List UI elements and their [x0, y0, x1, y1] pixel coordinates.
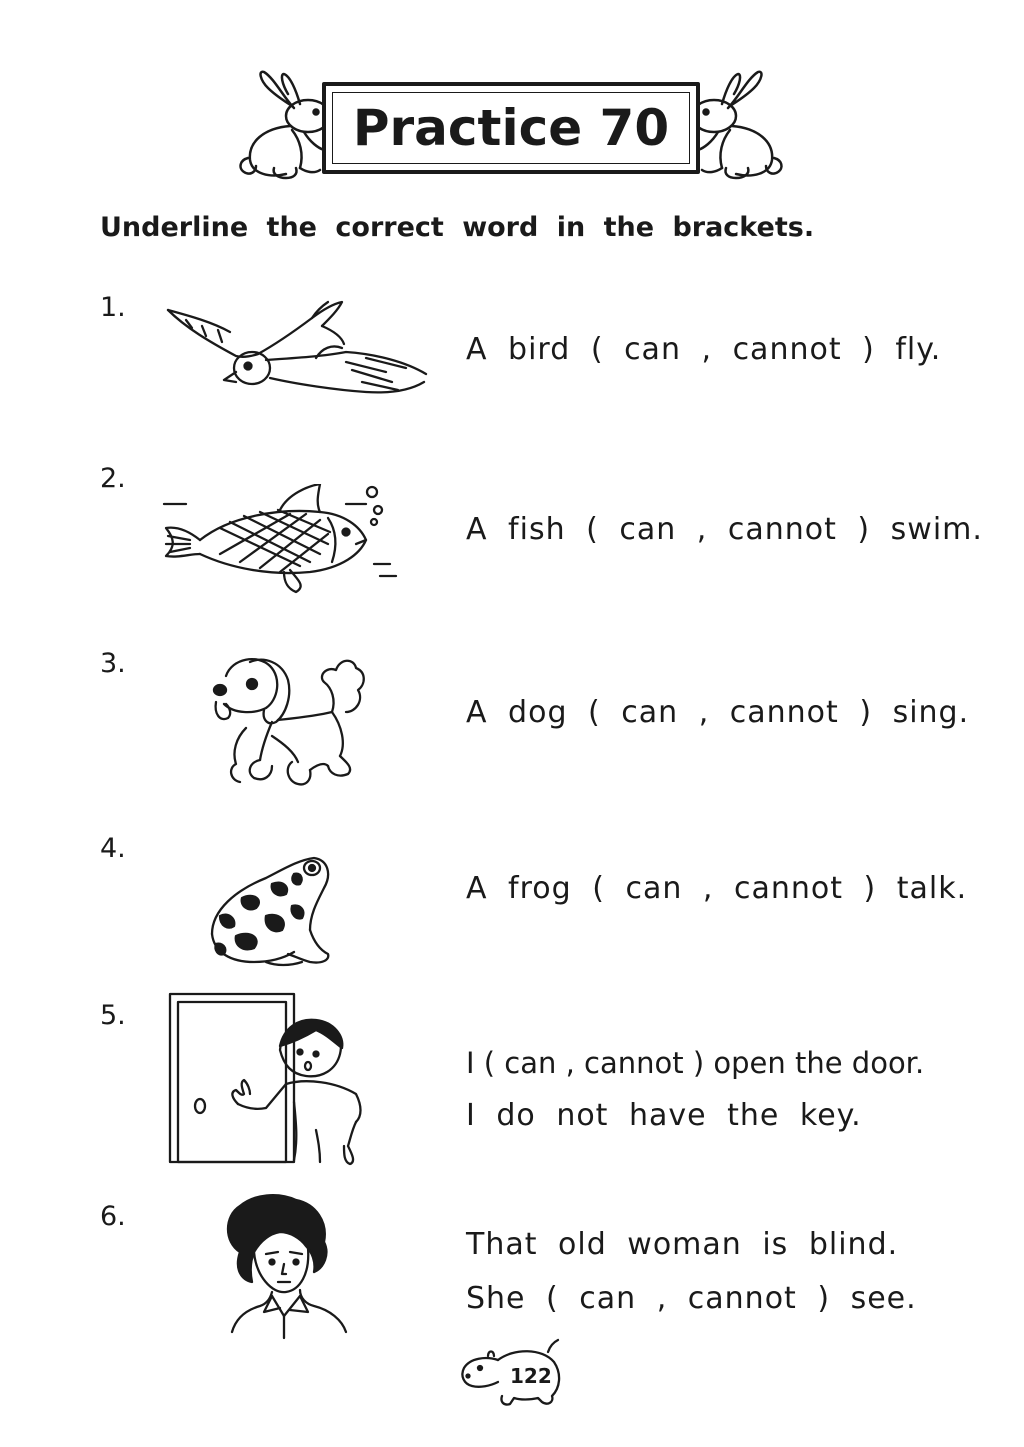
question-line: She ( can , cannot ) see. [466, 1281, 917, 1316]
question-line: A dog ( can , cannot ) sing. [466, 695, 970, 730]
question-number: 2. [100, 463, 126, 494]
frog-icon [206, 854, 334, 970]
boy-at-door-icon [166, 990, 372, 1166]
question-number: 6. [100, 1201, 126, 1232]
instruction-text: Underline the correct word in the brackets. [100, 212, 815, 243]
question-line: A frog ( can , cannot ) talk. [466, 871, 968, 906]
page-number-badge [458, 1338, 568, 1408]
dog-icon [206, 652, 370, 796]
question-number: 4. [100, 833, 126, 864]
title-banner [322, 82, 700, 174]
bird-icon [166, 298, 428, 398]
question-line: That old woman is blind. [466, 1227, 899, 1262]
question-line: A bird ( can , cannot ) fly. [466, 332, 942, 367]
question-line: I ( can , cannot ) open the door. [466, 1046, 925, 1080]
page-number: 122 [510, 1364, 552, 1388]
question-line: I do not have the key. [466, 1098, 862, 1133]
question-number: 5. [100, 1000, 126, 1031]
question-number: 3. [100, 648, 126, 679]
question-number: 1. [100, 292, 126, 323]
question-line: A fish ( can , cannot ) swim. [466, 512, 983, 547]
woman-icon [220, 1192, 354, 1340]
fish-icon [160, 484, 400, 596]
page-title: Practice 70 [352, 99, 670, 157]
